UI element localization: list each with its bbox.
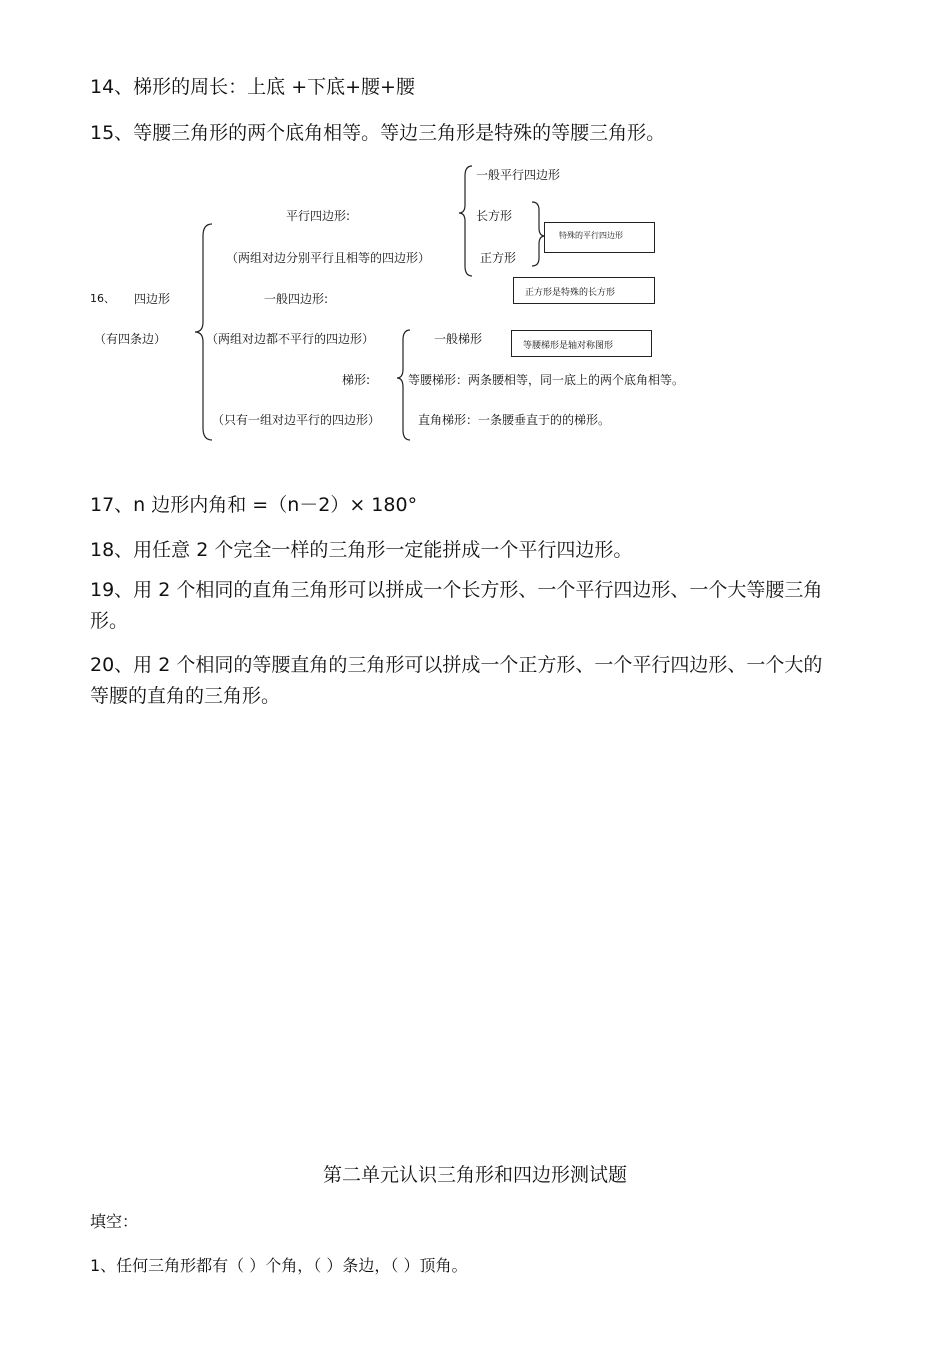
isosceles-trapezoid-box	[511, 330, 652, 357]
special-parallelogram-text: 特殊的平行四边形	[559, 231, 623, 240]
item-16-number: 16、	[90, 292, 115, 305]
isosceles-trapezoid-label: 等腰梯形：两条腰相等，同一底上的两个底角相等。	[408, 373, 685, 387]
parallelogram-note: （两组对边分别平行且相等的四边形）	[226, 251, 431, 265]
fill-in-heading: 填空：	[90, 1212, 139, 1231]
item-19: 19、用 2 个相同的直角三角形可以拼成一个长方形、一个平行四边形、一个大等腰三角形。	[90, 579, 823, 632]
special-parallelogram-box	[544, 222, 655, 253]
general-quadrilateral-label: 一般四边形:	[264, 292, 329, 306]
question-1: 1、任何三角形都有（ ）个角，（ ）条边，（ ）顶角。	[90, 1256, 468, 1275]
isosceles-trapezoid-box-text: 等腰梯形是轴对称图形	[523, 341, 614, 351]
trapezoid-note: （只有一组对边平行的四边形）	[212, 413, 381, 427]
general-parallelogram-label: 一般平行四边形	[476, 168, 561, 182]
quadrilateral-label: 四边形	[134, 292, 171, 306]
general-trapezoid-label: 一般梯形	[434, 332, 483, 346]
quadrilateral-note: （有四条边）	[94, 332, 167, 346]
trapezoid-label: 梯形:	[342, 373, 371, 387]
square-rectangle-text: 正方形是特殊的长方形	[525, 288, 616, 298]
item-20: 20、用 2 个相同的等腰直角的三角形可以拼成一个正方形、一个平行四边形、一个大的等腰的直角的三角形。	[90, 654, 823, 707]
item-18: 18、用任意 2 个完全一样的三角形一定能拼成一个平行四边形。	[90, 539, 633, 561]
rectangle-label: 长方形	[476, 209, 513, 223]
test-title: 第二单元认识三角形和四边形测试题	[322, 1164, 627, 1186]
square-label: 正方形	[480, 251, 517, 265]
item-14: 14、梯形的周长：上底 +下底+腰+腰	[90, 76, 415, 98]
parallelogram-label: 平行四边形:	[286, 209, 351, 223]
item-15: 15、等腰三角形的两个底角相等。等边三角形是特殊的等腰三角形。	[90, 122, 666, 144]
general-quadrilateral-note: （两组对边都不平行的四边形）	[206, 332, 375, 346]
square-rectangle-box	[513, 277, 655, 304]
brace-parallelogram	[459, 166, 472, 276]
item-17: 17、n 边形内角和 =（n－2）× 180°	[90, 494, 418, 516]
right-trapezoid-label: 直角梯形：一条腰垂直于的的梯形。	[418, 413, 611, 427]
